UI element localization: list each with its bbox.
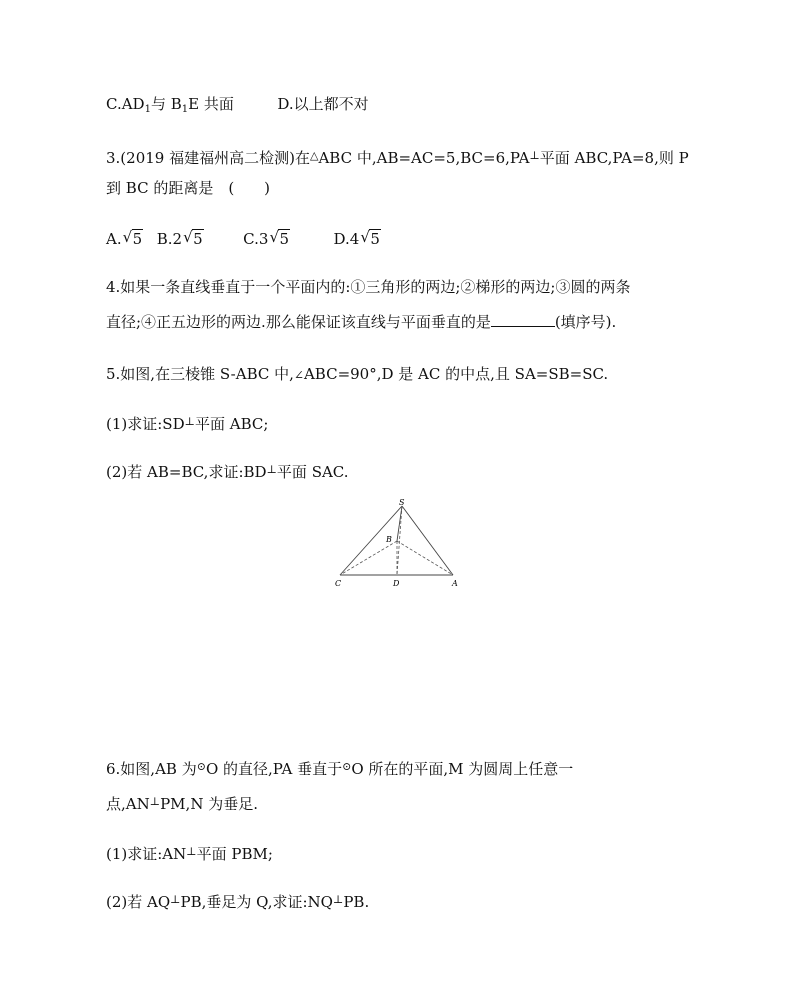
question-5-stem: 5.如图,在三棱锥 S-ABC 中,∠ABC=90°,D 是 AC 的中点,且 SA=SB=SC. [106,365,609,383]
perpendicular-icon: ⊥ [529,149,540,162]
question-6-part-1: (1)求证:AN⊥平面 PBM; [106,845,273,863]
triangle-icon: △ [310,149,319,162]
label-a: A [452,579,458,588]
question-5-part-2: (2)若 AB=BC,求证:BD⊥平面 SAC. [106,463,349,481]
source-label: 福建福州高二检测 [169,149,290,167]
answer-blank [491,312,555,327]
edge-ba [397,541,453,575]
label-s: S [399,498,405,507]
edge-bc [340,541,397,575]
option-b: B.2 √ 5 [156,228,203,248]
label-c: C [335,579,342,588]
label-d: D [393,579,400,588]
edge-sa [402,506,453,575]
question-6-part-2: (2)若 AQ⊥PB,垂足为 Q,求证:NQ⊥PB. [106,893,370,911]
question-4-line2: 直径;④正五边形的两边.那么能保证该直线与平面垂直的是 (填序号). [106,313,617,331]
question-4-line1: 4.如果一条直线垂直于一个平面内的:①三角形的两边;②梯形的两边;③圆的两条 [106,278,631,296]
label-b: B [386,535,392,544]
question-6-line2: 点,AN⊥PM,N 为垂足. [106,795,258,813]
perpendicular-icon: ⊥ [184,415,195,428]
options-line-cd [106,94,369,120]
perpendicular-icon: ⊥ [332,893,344,906]
angle-icon: ∠ [293,368,304,382]
option-d: D.4 √ 5 [333,228,380,248]
option-d: D.以上都不对 [277,95,369,113]
circle-icon: ⊙ [342,760,352,773]
perpendicular-icon: ⊥ [266,463,277,476]
circle-icon: ⊙ [196,760,206,773]
pyramid-figure [330,496,466,592]
perpendicular-icon: ⊥ [149,795,161,808]
question-5-part-1: (1)求证:SD⊥平面 ABC; [106,415,269,433]
option-c: C.3 √ 5 [243,228,289,248]
edge-sc [340,506,402,575]
question-3-options [106,229,381,249]
option-c: $C.AD_1$与 $B_1E$ 共面 [106,95,234,115]
question-3-line2: 到 BC 的距离是 ( ) [106,179,271,197]
question-6-stem: 6.如图,AB 为⊙O 的直径,PA 垂直于⊙O 所在的平面,M 为圆周上任意一 [106,760,574,778]
question-3-stem: 3.(2019 福建福州高二检测)在△ABC 中,AB=AC=5,BC=6,PA⊥平面 ABC,PA=8,则 P [106,149,689,167]
option-a: A. √ 5 [106,228,143,248]
edge-sd [397,506,402,575]
perpendicular-icon: ⊥ [186,845,197,858]
perpendicular-icon: ⊥ [170,893,181,906]
